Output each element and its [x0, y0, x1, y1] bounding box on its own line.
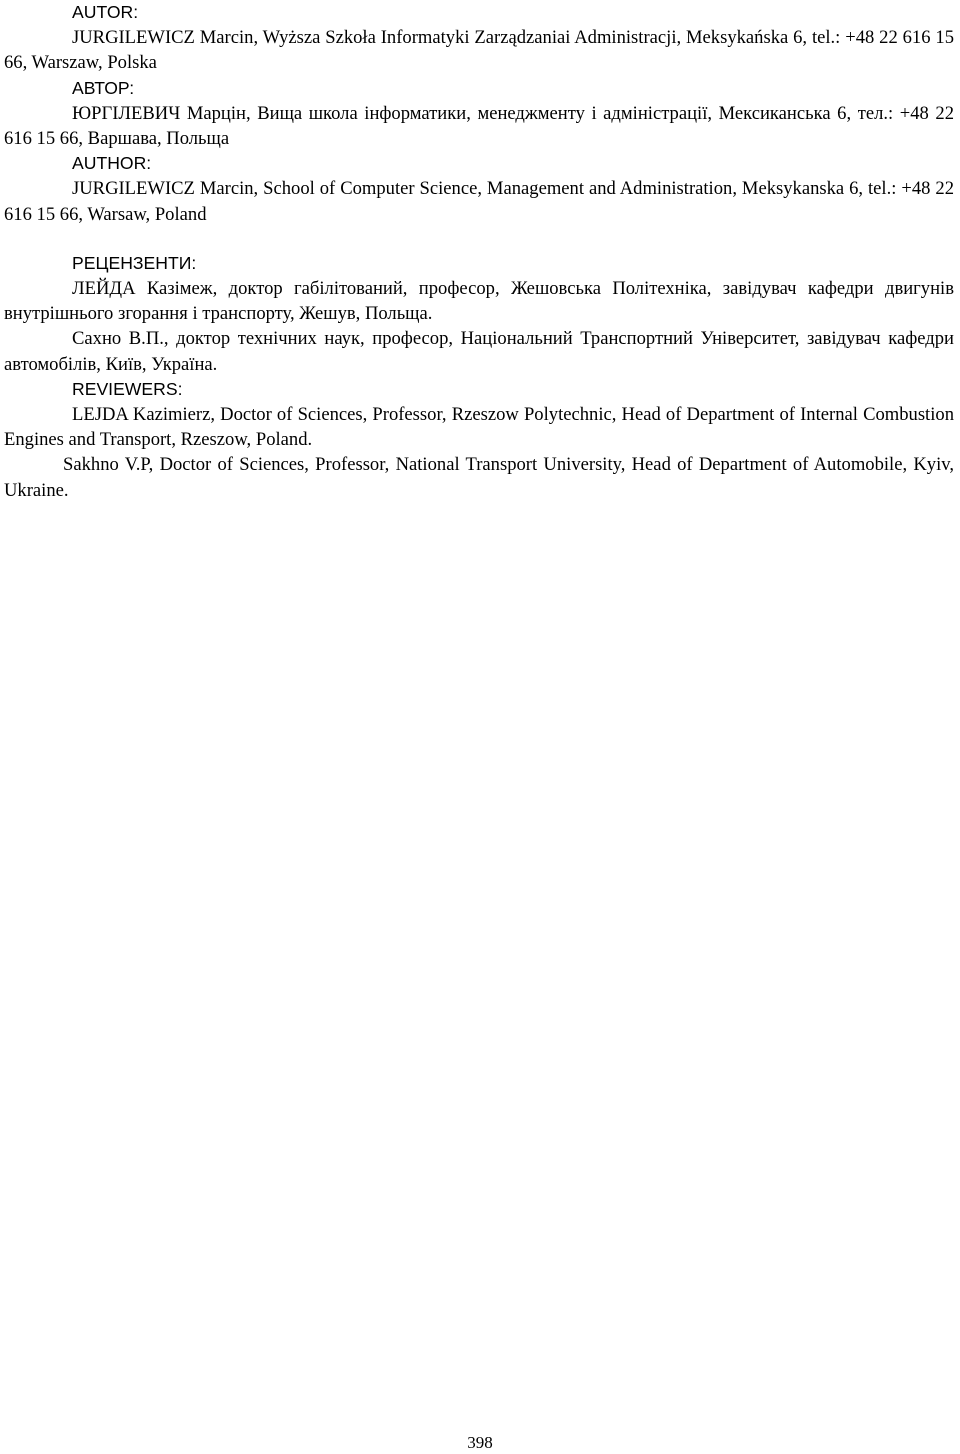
author-text-polish: JURGILEWICZ Marcin, Wyższa Szkoła Informatyki Zarządzaniai Administracji, Meksykańska 6, tel.: +48 22 616 15 66, Warszaw, Polska — [4, 27, 954, 74]
reviewer-ua-lejda: ЛЕЙДА Казімеж, доктор габілітований, професор, Жешовська Політехніка, завідувач кафедри двигунів внутрішнього згорання і транспорту, Жешув, Польща. — [4, 278, 954, 325]
reviewer-en-lejda: LEJDA Kazimierz, Doctor of Sciences, Professor, Rzeszow Polytechnic, Head of Department of Internal Combustion Engines and Transport, Rzeszow, Poland. — [4, 404, 954, 451]
reviewers-label-ukrainian: РЕЦЕНЗЕНТИ: — [72, 252, 197, 273]
reviewer-ua-sakhno: Сахно В.П., доктор технічних наук, професор, Національний Транспортний Університет, завідувач кафедри автомобілів, Київ, Україна. — [4, 328, 954, 375]
author-label-polish: AUTOR: — [72, 2, 139, 22]
author-label-ukrainian: АВТОР: — [72, 77, 135, 98]
reviewer-en-sakhno: Sakhno V.P, Doctor of Sciences, Professor, National Transport University, Head of Department of Automobile, Kyiv, Ukraine. — [4, 454, 954, 501]
document-page — [4, 0, 954, 503]
author-text-english: JURGILEWICZ Marcin, School of Computer Science, Management and Administration, Meksykanska 6, tel.: +48 22 616 15 66, Warsaw, Poland — [4, 178, 954, 225]
section-gap — [4, 227, 954, 251]
author-label-english: AUTHOR: — [72, 153, 152, 174]
page-number: 398 — [467, 1433, 493, 1452]
reviewers-label-english: REVIEWERS: — [72, 378, 183, 399]
author-text-ukrainian: ЮРГІЛЕВИЧ Марцін, Вища школа інформатики, менеджменту і адміністрації, Мексиканська 6, тел.: +48 22 616 15 66, Варшава, Польща — [4, 102, 954, 150]
